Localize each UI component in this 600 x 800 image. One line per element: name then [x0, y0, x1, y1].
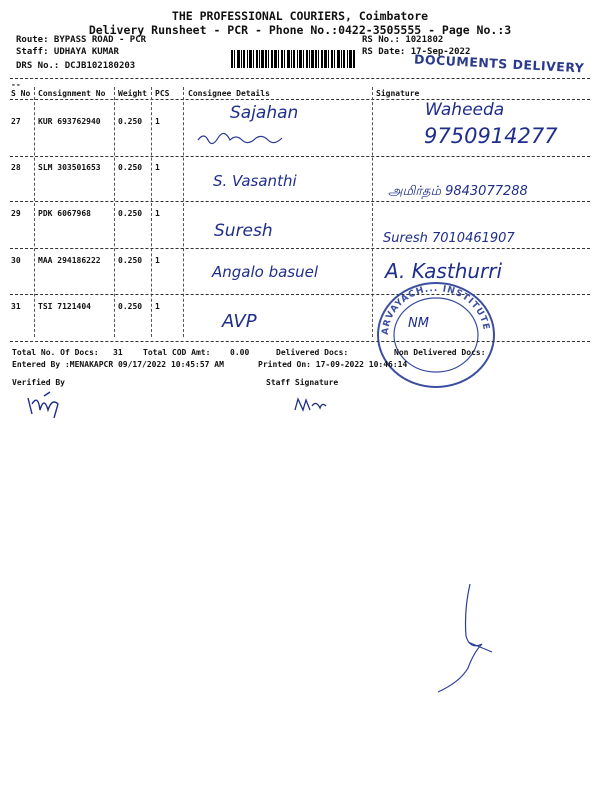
svg-text:ARVAYACH... INSTITUTE: ARVAYACH... INSTITUTE [380, 283, 491, 336]
row-divider [10, 248, 590, 249]
signature-phone: 9750914277 [424, 124, 558, 148]
total-docs-label: Total No. Of Docs: [12, 348, 99, 357]
total-cod-label: Total COD Amt: [143, 348, 211, 357]
row-pcs: 1 [155, 256, 160, 265]
row-sno: 30 [11, 256, 21, 265]
row-sno: 27 [11, 117, 21, 126]
row-sno: 29 [11, 209, 21, 218]
row-sno: 31 [11, 302, 21, 311]
row-pcs: 1 [155, 117, 160, 126]
consignee-handwriting: S. Vasanthi [213, 172, 297, 190]
signature-handwriting: NM [408, 316, 429, 331]
signature-handwriting: A. Kasthurri [385, 259, 503, 283]
row-consignment: SLM 303501653 [38, 163, 101, 172]
consignee-handwriting: AVP [222, 311, 257, 332]
signature-handwriting: அமிர்தம் 9843077288 [388, 184, 528, 199]
verified-by-label: Verified By [12, 378, 65, 387]
row-consignment: MAA 294186222 [38, 256, 101, 265]
rs-date: RS Date: 17-Sep-2022 [362, 47, 471, 57]
verifier-signature [24, 390, 68, 420]
row-divider [10, 294, 590, 295]
row-pcs: 1 [155, 209, 160, 218]
entered-by: Entered By :MENAKAPCR 09/17/2022 10:45:57 AM [12, 360, 224, 369]
staff-signature [292, 394, 328, 414]
company-title: THE PROFESSIONAL COURIERS, Coimbatore [171, 9, 429, 23]
row-consignment: PDK 6067968 [38, 209, 91, 218]
col-consignee: Consignee Details [188, 89, 270, 98]
column-separator [372, 87, 373, 337]
signature-handwriting: Suresh 7010461907 [383, 231, 515, 246]
staff-label: Staff: UDHAYA KUMAR [16, 47, 119, 57]
barcode-image [230, 50, 356, 68]
non-delivered-docs-label: Non Delivered Docs: [394, 348, 486, 357]
row-consignment: KUR 693762940 [38, 117, 101, 126]
total-cod-value: 0.00 [230, 348, 250, 357]
divider [10, 78, 590, 79]
row-sno: 28 [11, 163, 21, 172]
row-pcs: 1 [155, 302, 160, 311]
col-pcs: PCS [155, 89, 170, 98]
row-weight: 0.250 [118, 117, 143, 126]
consignee-handwriting: Suresh [214, 221, 273, 241]
row-pcs: 1 [155, 163, 160, 172]
total-docs-value: 31 [113, 348, 123, 357]
route-label: Route: BYPASS ROAD - PCR [16, 35, 147, 45]
row-weight: 0.250 [118, 209, 143, 218]
delivered-docs-label: Delivered Docs: [276, 348, 349, 357]
printed-on: Printed On: 17-09-2022 10:46:14 [258, 360, 408, 369]
row-weight: 0.250 [118, 256, 143, 265]
consignee-handwriting: Angalo basuel [212, 263, 319, 281]
consignee-handwriting: Sajahan [230, 103, 299, 123]
rs-number: RS No.: 1021802 [362, 35, 444, 45]
col-signature: Signature [376, 89, 420, 98]
column-separator [183, 87, 184, 337]
row-weight: 0.250 [118, 302, 143, 311]
drs-number: DRS No.: DCJB102180203 [16, 61, 136, 71]
row-consignment: TSI 7121404 [38, 302, 91, 311]
documents-delivery-stamp: DOCUMENTS DELIVERY [413, 51, 585, 76]
column-separator [151, 87, 152, 337]
signature-handwriting: Waheeda [425, 100, 505, 120]
footer-divider [10, 341, 590, 342]
col-weight: Weight [118, 89, 147, 98]
column-separator [114, 87, 115, 337]
consignee-scribble [196, 130, 286, 146]
staff-signature-label: Staff Signature [266, 378, 339, 387]
pen-mark [430, 580, 510, 700]
institute-seal [374, 279, 500, 391]
row-divider [10, 156, 590, 157]
top-marker: -- [11, 80, 21, 89]
col-sno: S No [11, 89, 31, 98]
column-separator [34, 87, 35, 337]
row-weight: 0.250 [118, 163, 143, 172]
col-consignment: Consignment No [38, 89, 106, 98]
row-divider [10, 201, 590, 202]
runsheet-title: Delivery Runsheet - PCR - Phone No.:0422-3505555 - Page No.:3 [88, 23, 512, 37]
